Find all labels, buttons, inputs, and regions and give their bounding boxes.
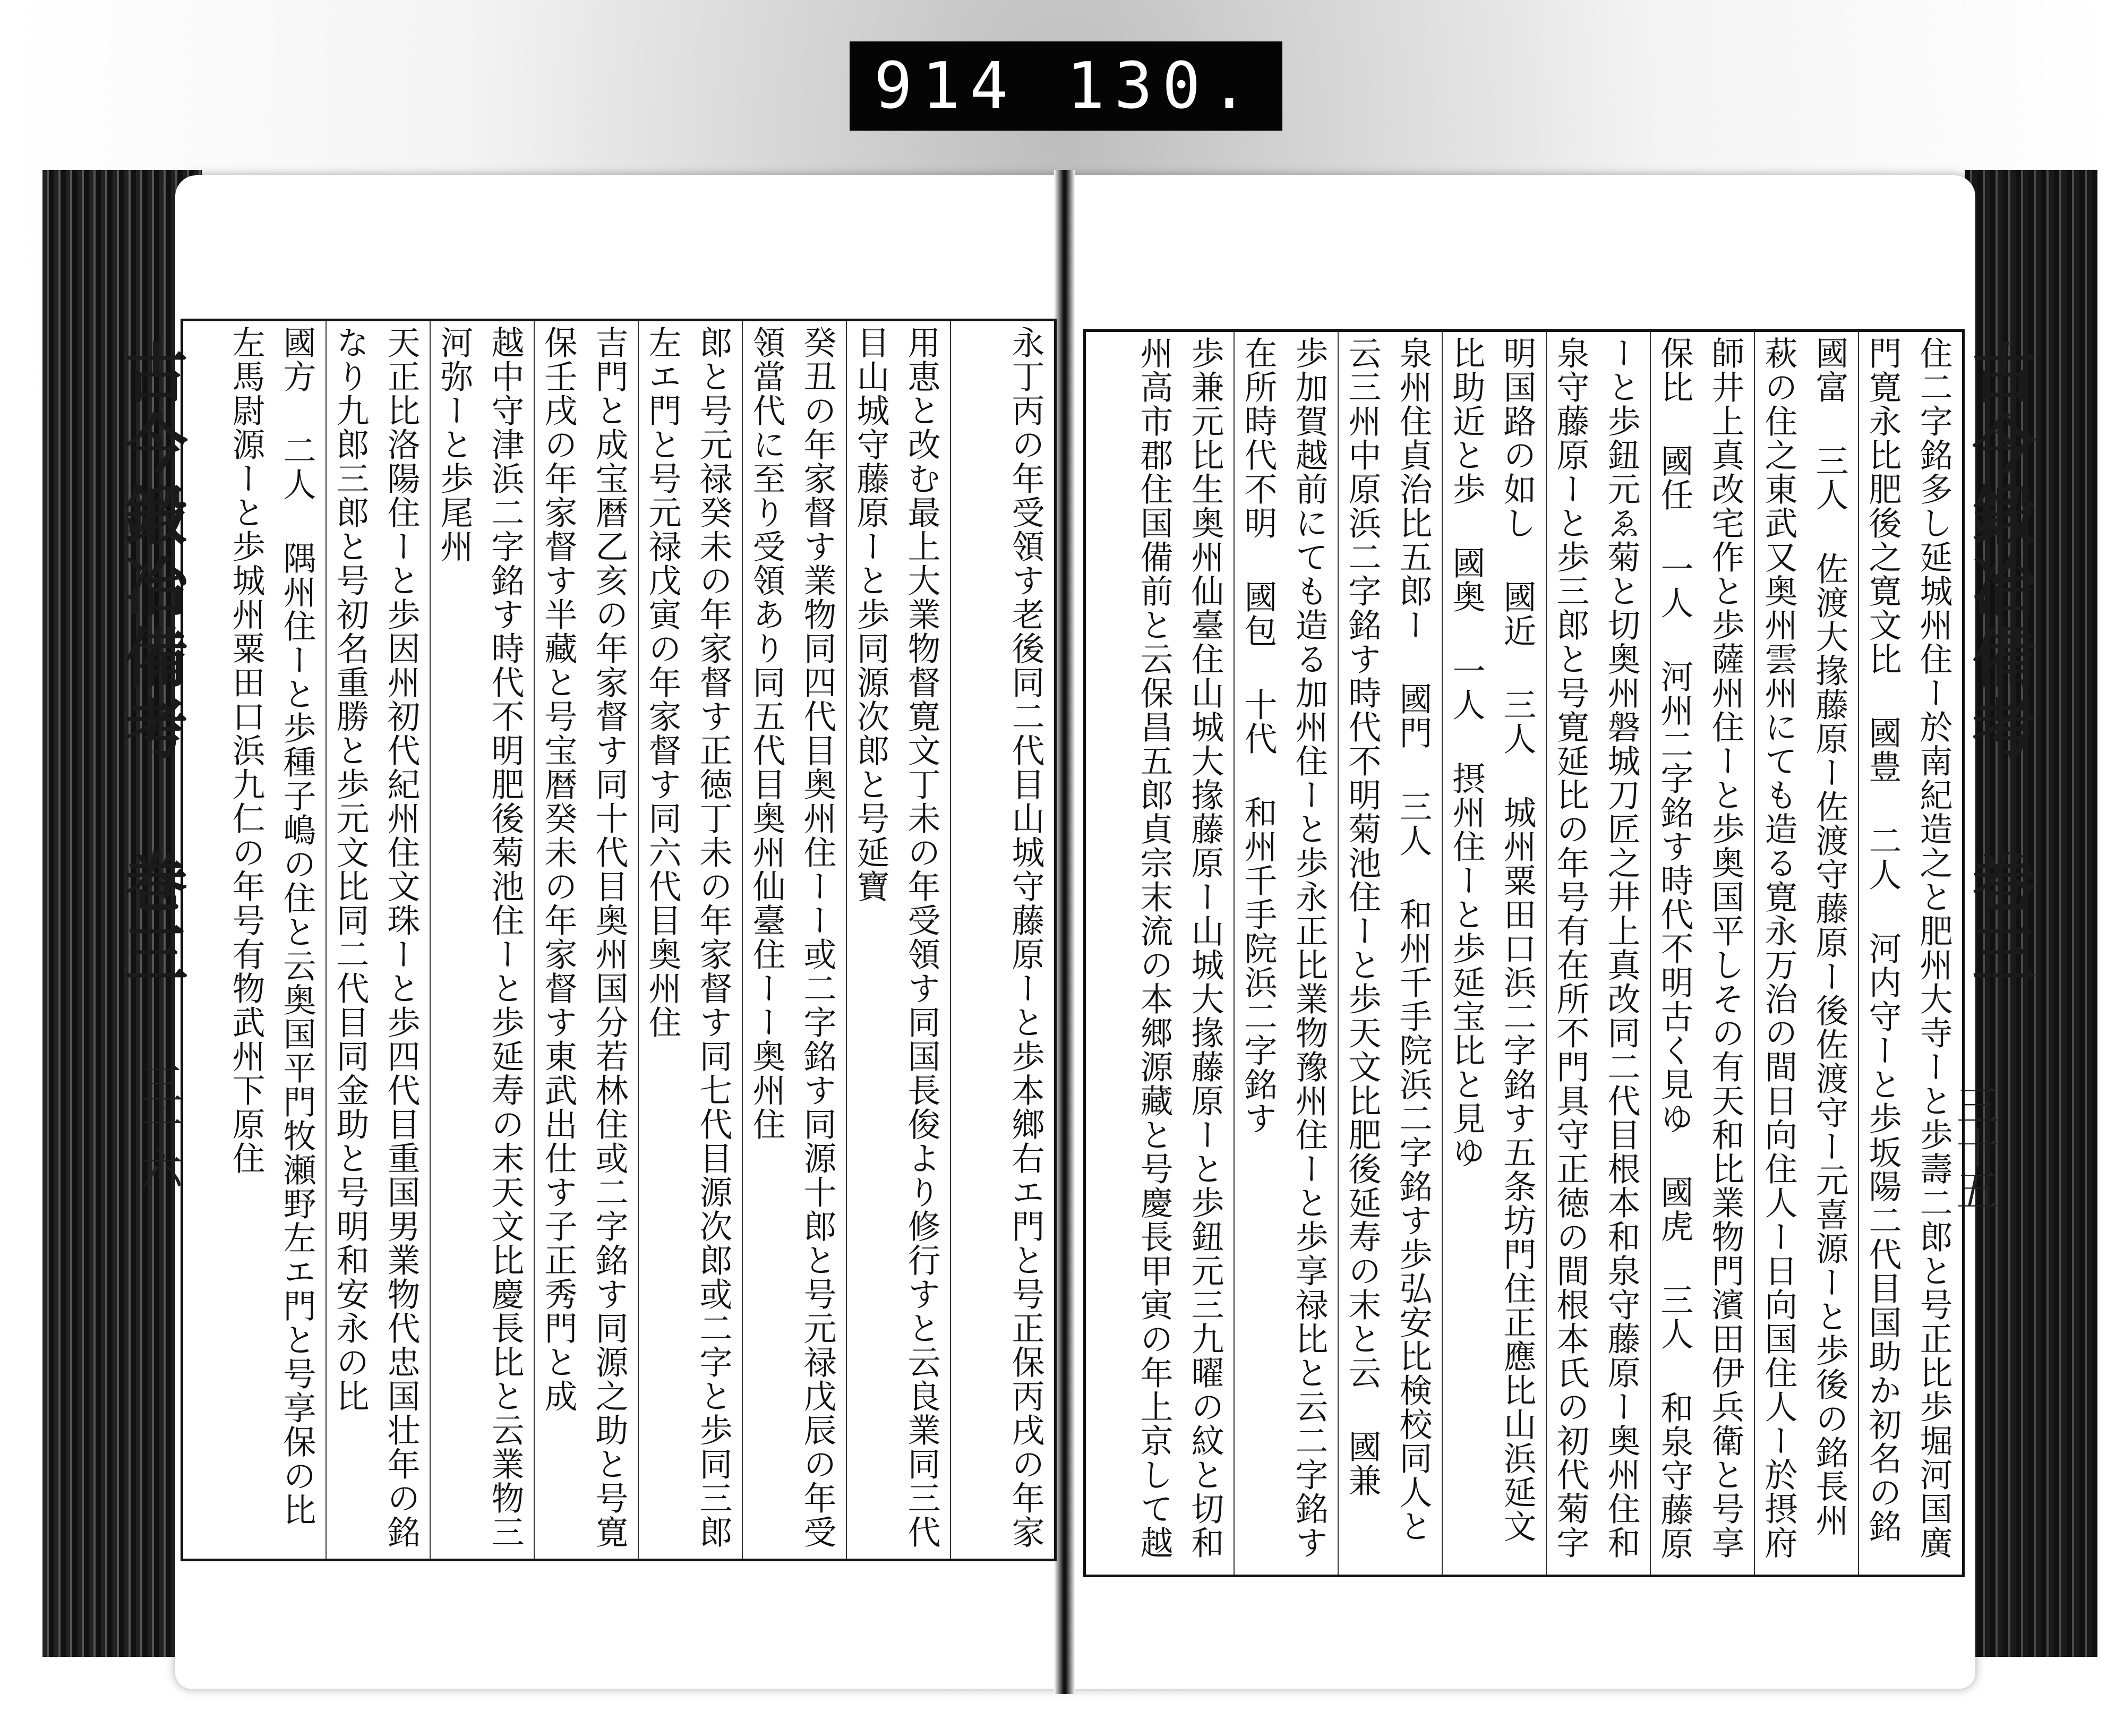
- left-margin-title: 古今鍛冶備考 巻三: [114, 340, 189, 991]
- text-column: 用恵と改む最上大業物督寛文丁未の年受領す同国長俊より修行すと云良業同三代目山城守藤原ーと歩同源次郎と号延寶: [846, 321, 950, 1559]
- catalog-label-right: 130.: [1066, 49, 1258, 123]
- text-column: 住二字銘多し延城州住ー於南紀造之と肥州大寺ーと歩壽二郎と号正比歩堀河国廣門寛永比肥後之寛文比 國豊 二人 河内守ーと歩坂陽二代目国助か初名の銘: [1858, 332, 1962, 1575]
- text-column: 歩兼元比生奥州仙臺住山城大掾藤原ー山城大掾藤原ーと歩鈕元三九曜の紋と切和州高市郡住国備前と云保昌五郎貞宗末流の本郷源藏と号慶長甲寅の年上京して越: [1135, 336, 1224, 1560]
- text-column: 癸丑の年家督す業物同四代目奥州住ーー或二字銘す同源十郎と号元禄戊辰の年受領當代に至り受領あり同五代目奥州仙臺住ーー奥州住: [742, 321, 846, 1559]
- right-page-number: 三十五: [1949, 1083, 1999, 1211]
- text-column: 師井上真改宅作と歩薩州住ーと歩奥国平しその有天和比業物門濱田伊兵衛と号享保比 國任 一人 河州二字銘す時代不明古く見ゆ 國虎 三人 和泉守藤原: [1650, 332, 1754, 1575]
- text-column: 國富 三人 佐渡大掾藤原ー佐渡守藤原ー後佐渡守ー元喜源ーと歩後の銘長州萩の住之東武又奥州雲州にても造る寛永万治の間日向住人ー日向国住人ー於摂府: [1754, 332, 1858, 1575]
- left-page-number: 三十六: [133, 1062, 183, 1190]
- text-column: 明国路の如し 國近 三人 城州粟田口浜二字銘す五条坊門住正應比山浜延文比助近と歩 國奥 一人 摂州住ーと歩延宝比と見ゆ: [1442, 332, 1546, 1575]
- text-column: 越中守津浜二字銘す時代不明肥後菊池住ーと歩延寿の末天文比慶長比と云業物三河弥ーと歩尾州: [430, 321, 534, 1559]
- catalog-label: [850, 41, 1282, 131]
- left-text-block: [181, 319, 1057, 1561]
- catalog-label-left: 914: [873, 49, 1018, 123]
- text-column: 國方 二人 隅州住ーと歩種子嶋の住と云奥国平門牧瀬野左エ門と号享保の比左馬尉源ーと歩城州粟田口浜九仁の年号有物武州下原住: [227, 326, 316, 1527]
- text-column: ーと歩鈕元ゑ菊と切奥州磐城刀匠之井上真改同二代目根本和泉守藤原ー奥州住和泉守藤原ーと歩三郎と号寛延比の年号有在所不門具守正徳の間根本氏の初代菊字: [1546, 332, 1650, 1575]
- book-gutter: [1054, 170, 1075, 1694]
- text-column: 郎と号元禄癸未の年家督す正徳丁未の年家督す同七代目源次郎或二字と歩同三郎左エ門と号元禄戊寅の年家督す同六代目奥州住: [638, 321, 742, 1559]
- text-column: 歩加賀越前にても造る加州住ーと歩永正比業物豫州住ーと歩享禄比と云二字銘す在所時代不明 國包 十代 和州千手院浜二字銘す: [1234, 332, 1338, 1575]
- text-column: 泉州住貞治比五郎ー 國門 三人 和州千手院浜二字銘す歩弘安比検校同人と云三州中原浜二字銘す時代不明菊池住ーと歩天文比肥後延寿の末と云 國兼: [1338, 332, 1442, 1575]
- text-column: 永丁丙の年受領す老後同二代目山城守藤原ーと歩本鄉右エ門と号正保丙戌の年家: [950, 321, 1054, 1559]
- text-column: 天正比洛陽住ーと歩因州初代紀州住文珠ーと歩四代目重国男業物代忠国壮年の銘なり九郎三郎と号初名重勝と歩元文比同二代目同金助と号明和安永の比: [326, 321, 430, 1559]
- right-margin-title: 古今鍛冶備考 巻三: [1962, 340, 2036, 991]
- text-column: 吉門と成宝暦乙亥の年家督す同十代目奥州国分若林住或二字銘す同源之助と号寛保壬戌の年家督す半藏と号宝暦癸未の年家督す東武出仕す子正秀門と成: [534, 321, 638, 1559]
- right-text-block: [1083, 329, 1965, 1577]
